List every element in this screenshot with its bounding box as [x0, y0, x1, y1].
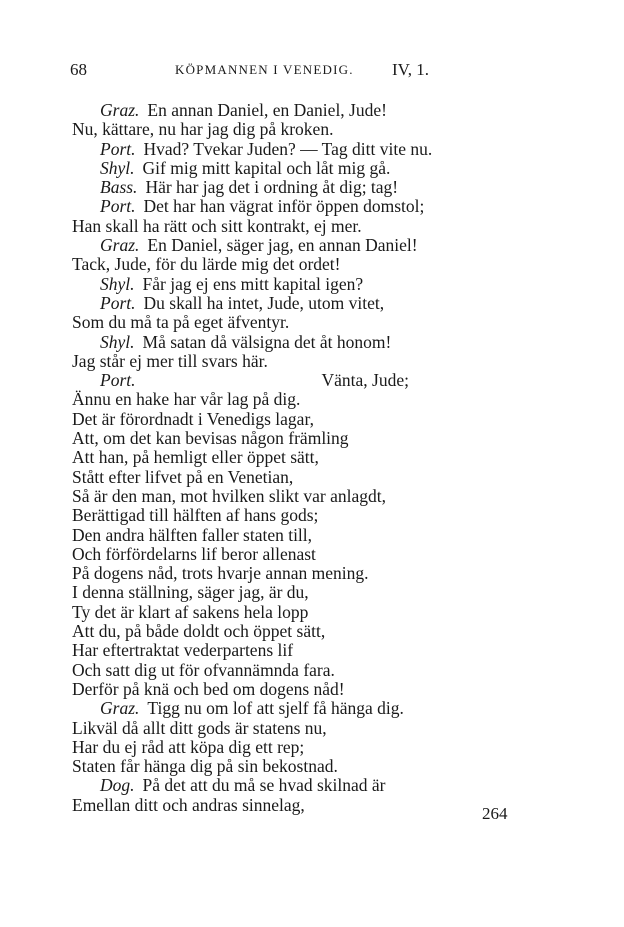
line-text: Det är förordnadt i Venedigs lagar, [72, 408, 314, 429]
line-text: Och förfördelarns lif beror allenast [72, 543, 316, 564]
line-text: Det har han vägrat inför öppen domstol; [143, 196, 425, 217]
verse-line [72, 448, 542, 467]
speaker-name: Graz. [100, 235, 140, 256]
line-text: På det att du må se hvad skilnad är [142, 775, 386, 796]
line-text: Han skall ha rätt och sitt kontrakt, ej mer. [72, 215, 362, 236]
page-header [70, 60, 540, 80]
verse-line [72, 699, 542, 718]
line-text: Jag står ej mer till svars här. [72, 350, 268, 371]
verse-line [72, 333, 542, 352]
running-title: KÖPMANNEN I VENEDIG. [175, 62, 354, 77]
verse-line [72, 236, 542, 255]
verse-line [72, 429, 542, 448]
line-text: Tack, Jude, för du lärde mig det ordet! [72, 254, 341, 275]
line-text: Att han, på hemligt eller öppet sätt, [72, 447, 319, 468]
speaker-name: Shyl. [100, 273, 135, 294]
verse-line [72, 410, 542, 429]
line-text: Tigg nu om lof att sjelf få hänga dig. [147, 698, 404, 719]
verse-line [72, 719, 542, 738]
page-number: 68 [70, 60, 87, 79]
verse-line [72, 583, 542, 602]
speaker-name: Shyl. [100, 157, 135, 178]
verse-line [72, 313, 542, 332]
line-text: En annan Daniel, en Daniel, Jude! [147, 100, 387, 120]
line-text: Får jag ej ens mitt kapital igen? [142, 273, 364, 294]
line-text: Ty det är klart af sakens hela lopp [72, 601, 309, 622]
line-text: I denna ställning, säger jag, är du, [72, 582, 309, 603]
speaker-name: Shyl. [100, 331, 135, 352]
verse-line [72, 390, 542, 409]
act-scene-number: IV, 1. [392, 60, 429, 79]
verse-line [72, 255, 542, 274]
verse-line [72, 197, 542, 216]
verse-line [72, 178, 542, 197]
verse-line [72, 506, 542, 525]
line-text: Staten får hänga dig på sin bekostnad. [72, 756, 338, 777]
verse-line [72, 564, 542, 583]
speaker-name: Dog. [100, 775, 135, 796]
verse-line [72, 101, 542, 120]
verse-line [72, 641, 542, 660]
line-text: Nu, kättare, nu har jag dig på kroken. [72, 119, 334, 140]
verse-line [72, 603, 542, 622]
verse-line [72, 757, 542, 776]
verse-line [72, 545, 542, 564]
line-text: På dogens nåd, trots hvarje annan mening. [72, 563, 369, 584]
line-text: Har eftertraktat vederpartens lif [72, 640, 294, 661]
line-text: Har du ej råd att köpa dig ett rep; [72, 736, 305, 757]
line-text: Att du, på både doldt och öppet sätt, [72, 621, 326, 642]
line-text: Den andra hälften faller staten till, [72, 524, 313, 545]
line-text: Vänta, Jude; [321, 370, 409, 391]
line-text: Stått efter lifvet på en Venetian, [72, 466, 294, 487]
line-text: Du skall ha intet, Jude, utom vitet, [143, 292, 385, 313]
verse-line [72, 738, 542, 757]
line-text: Så är den man, mot hvilken slikt var anlagdt, [72, 485, 386, 506]
speaker-name: Bass. [100, 177, 138, 198]
line-text: Att, om det kan bevisas någon främling [72, 428, 349, 449]
line-text: Ännu en hake har vår lag på dig. [72, 389, 301, 410]
verse-line [72, 796, 542, 815]
verse-line [72, 371, 542, 390]
verse-line [72, 468, 542, 487]
speaker-name: Port. [100, 138, 136, 159]
verse-line [72, 140, 542, 159]
verse-line [72, 217, 542, 236]
line-text: Gif mig mitt kapital och låt mig gå. [142, 157, 391, 178]
verse-line [72, 526, 542, 545]
verse-line [72, 159, 542, 178]
verse-line [72, 294, 542, 313]
line-text: Derför på knä och bed om dogens nåd! [72, 678, 345, 699]
verse-line [72, 275, 542, 294]
line-text: Här har jag det i ordning åt dig; tag! [145, 177, 399, 198]
line-text: Hvad? Tvekar Juden? — Tag ditt vite nu. [143, 138, 433, 159]
line-text: Och satt dig ut för ofvannämnda fara. [72, 659, 335, 680]
verse-line [72, 776, 542, 795]
speaker-name: Port. [100, 292, 136, 313]
verse-line [72, 680, 542, 699]
speaker-name: Port. [100, 196, 136, 217]
line-text: Likväl då allt ditt gods är statens nu, [72, 717, 327, 738]
speaker-name: Graz. [100, 698, 140, 719]
signature-mark: 264 [482, 804, 508, 823]
line-text: En Daniel, säger jag, en annan Daniel! [147, 235, 418, 256]
speaker-name: Port. [100, 370, 136, 391]
line-text: Berättigad till hälften af hans gods; [72, 505, 319, 526]
verse-line [72, 622, 542, 641]
verse-line [72, 487, 542, 506]
verse-line [72, 352, 542, 371]
line-text: Må satan då välsigna det åt honom! [142, 331, 392, 352]
play-text [72, 101, 542, 815]
line-text: Som du må ta på eget äfventyr. [72, 312, 290, 333]
speaker-name: Graz. [100, 100, 140, 120]
verse-line [72, 120, 542, 139]
verse-line [72, 661, 542, 680]
line-text: Emellan ditt och andras sinnelag, [72, 794, 305, 815]
